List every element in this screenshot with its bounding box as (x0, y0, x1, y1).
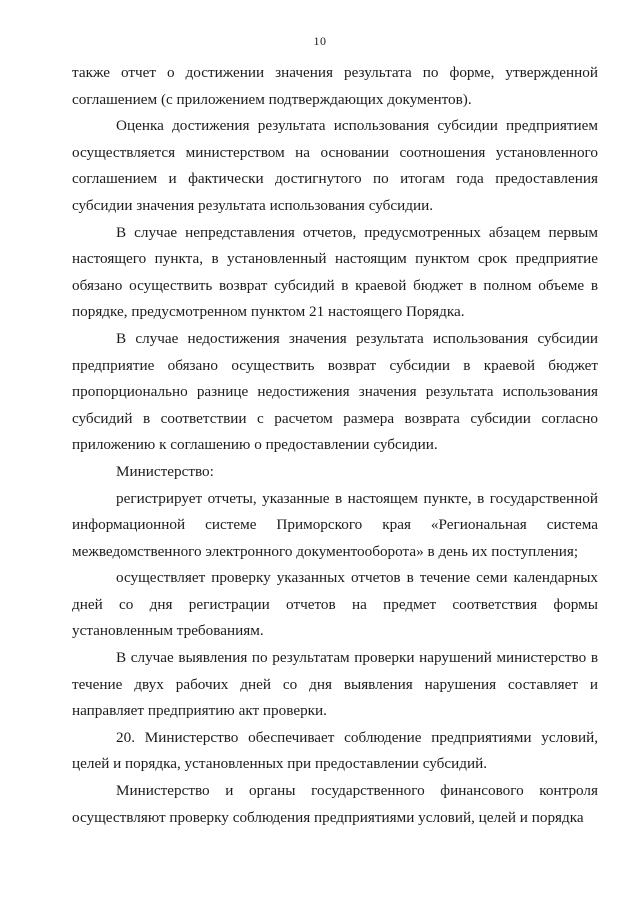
paragraph-nonsubmission: В случае непредставления отчетов, предусмотренных абзацем первым настоящего пункта, в установленный настоящим пунктом срок предприятие обязано осуществить возврат субсидий в краевой бюджет в полном объеме в порядке, предусмотренном пунктом 21 настоящего Порядка. (72, 223, 598, 321)
paragraph-registers: регистрирует отчеты, указанные в настоящем пункте, в государственной информационной системе Приморского края «Региональная система межведомственного электронного документооборота» в день их поступления; (72, 489, 598, 560)
paragraph-ministry: Министерство: (116, 462, 214, 480)
paragraph-nonachievement: В случае недостижения значения результата использования субсидии предприятие обязано осуществить возврат субсидии в краевой бюджет пропорционально разнице недостижения значения результата использования субсидий в соответствии с расчетом размера возврата субсидии согласно приложению к соглашению о предоставлении субсидии. (72, 329, 598, 454)
page-number: 10 (313, 34, 327, 48)
paragraph-checks: осуществляет проверку указанных отчетов в течение семи календарных дней со дня регистрации отчетов на предмет соответствия формы установленным требованиям. (72, 569, 598, 640)
document-body (72, 60, 598, 831)
paragraph-evaluation: Оценка достижения результата использования субсидии предприятием осуществляется министерством на основании соотношения установленного соглашением и фактически достигнутого по итогам года предоставления субсидии значения результата использования субсидии. (72, 117, 598, 214)
paragraph-violations: В случае выявления по результатам проверки нарушений министерство в течение двух рабочих дней со дня выявления нарушения составляет и направляет предприятию акт проверки. (72, 649, 598, 720)
paragraph-continuation: также отчет о достижении значения результата по форме, утвержденной соглашением (с приложением подтверждающих документов). (72, 64, 598, 108)
paragraph-item-20: 20. Министерство обеспечивает соблюдение предприятиями условий, целей и порядка, установленных при предоставлении субсидий. (72, 728, 598, 773)
paragraph-control: Министерство и органы государственного финансового контроля осуществляют проверку соблюдения предприятиями условий, целей и порядка (72, 782, 598, 826)
